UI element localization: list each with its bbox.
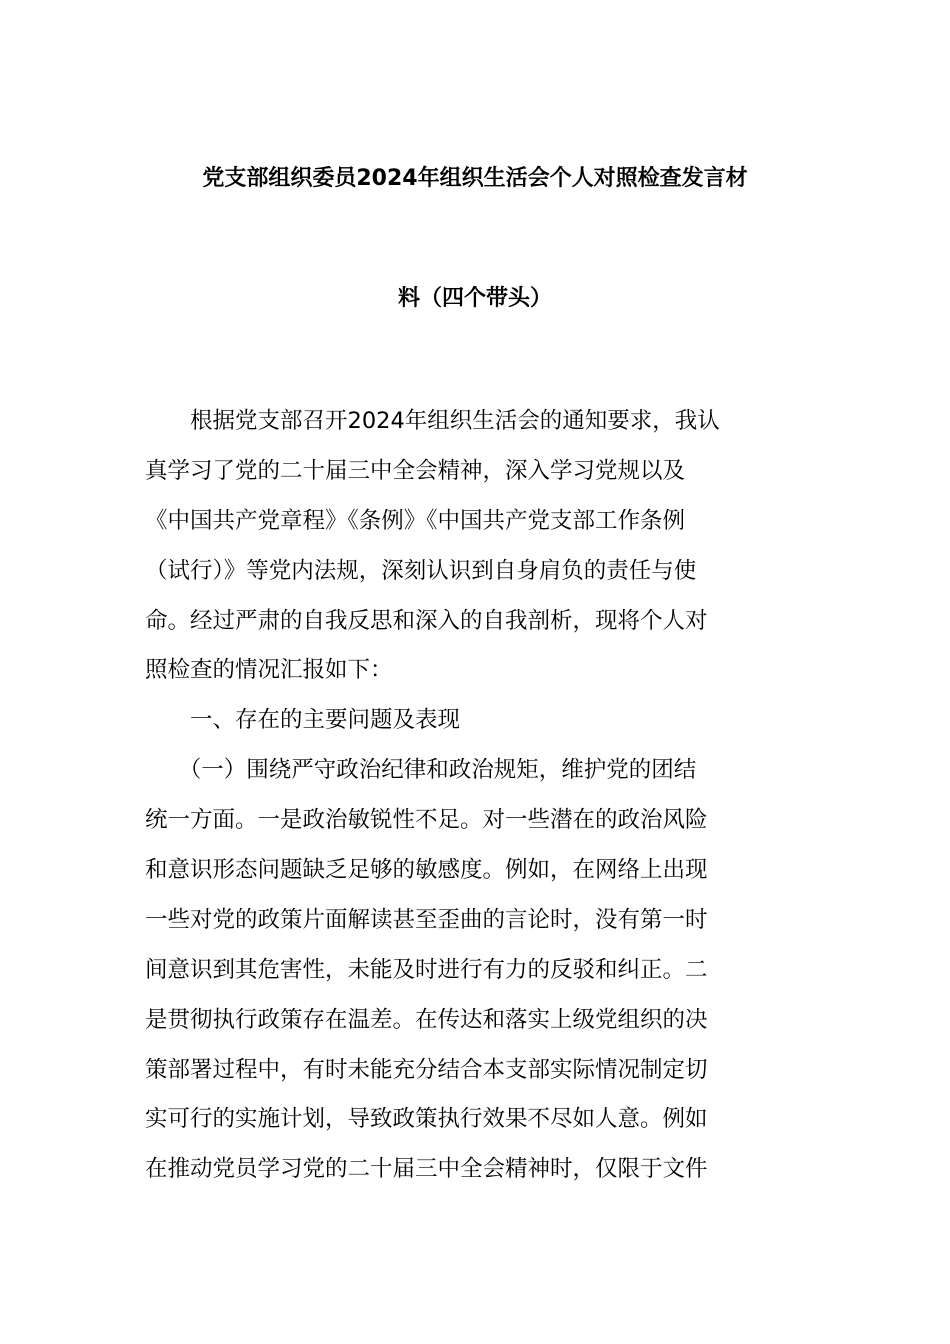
document-title-line-2: 料（四个带头） [397,286,552,311]
body-line: 真学习了党的二十届三中全会精神，深入学习党规以及 [145,458,686,484]
body-line: 是贯彻执行政策存在温差。在传达和落实上级党组织的决 [145,1007,708,1033]
document-title-line-1: 党支部组织委员2024年组织生活会个人对照检查发言材 [202,166,748,191]
body-line: 命。经过严肃的自我反思和深入的自我剖析，现将个人对 [145,608,708,634]
body-line: 和意识形态问题缺乏足够的敏感度。例如，在网络上出现 [145,857,708,883]
body-line: 一些对党的政策片面解读甚至歪曲的言论时，没有第一时 [145,907,708,933]
body-line: 根据党支部召开2024年组织生活会的通知要求，我认 [145,408,720,434]
body-line: 实可行的实施计划，导致政策执行效果不尽如人意。例如 [145,1106,708,1132]
body-line: 《中国共产党章程》《条例》《中国共产党支部工作条例 [145,508,686,534]
body-line: 在推动党员学习党的二十届三中全会精神时，仅限于文件 [145,1156,708,1182]
body-line: （试行）》等党内法规，深刻认识到自身肩负的责任与使 [145,558,697,584]
body-line: （一）围绕严守政治纪律和政治规矩，维护党的团结 [145,757,697,783]
body-line: 策部署过程中，有时未能充分结合本支部实际情况制定切 [145,1057,708,1083]
body-line: 间意识到其危害性，未能及时进行有力的反驳和纠正。二 [145,957,708,983]
body-line: 照检查的情况汇报如下： [145,657,393,683]
section-heading: 一、存在的主要问题及表现 [145,707,461,733]
body-line: 统一方面。一是政治敏锐性不足。对一些潜在的政治风险 [145,807,708,833]
